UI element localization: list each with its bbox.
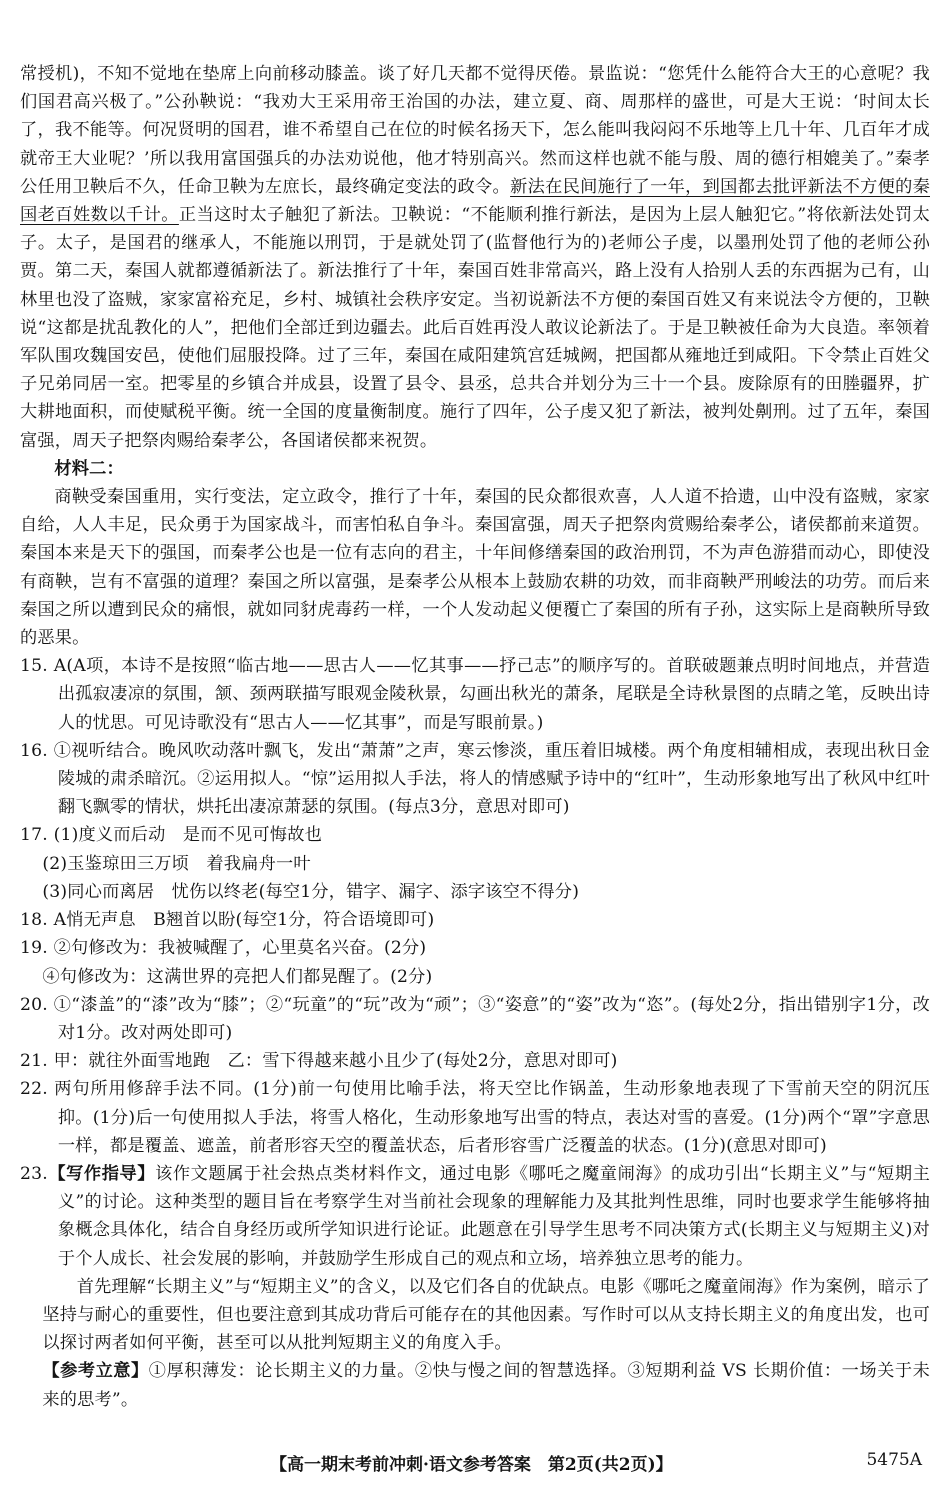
reference-theme-text: ①厚积薄发：论长期主义的力量。②快与慢之间的智慧选择。③短期利益 VS 长期价值：一场关于未来的思考”。 <box>42 1361 930 1410</box>
translation-paragraph <box>20 60 930 455</box>
answer-19-line-2: ④句修改为：这满世界的亮把人们都晃醒了。(2分) <box>42 966 433 987</box>
answer-17-line-1: 17. (1)度义而后动 是而不见可悔故也 <box>20 825 322 846</box>
answer-15: 15. A(A项，本诗不是按照“临古地——思古人——忆其事——抒己志”的顺序写的。首联破题兼点明时间地点，并营造出孤寂凄凉的氛围，颔、颈两联描写眼观金陵秋景，勾画出秋光的萧条，尾联是全诗秋景图的点睛之笔，反映出诗人的忧思。可见诗歌没有“思古人——忆其事”，而是写眼前景。) <box>20 656 930 733</box>
answer-20: 20. ①“漆盖”的“漆”改为“膝”；②“玩童”的“玩”改为“顽”；③“姿意”的“姿”改为“恣”。(每处2分，指出错别字1分，改对1分。改对两处即可) <box>20 994 930 1043</box>
translation-text-b: 正当这时太子触犯了新法。卫鞅说：“不能顺利推行新法，是因为上层人触犯它。”将依新法处罚太子。太子，是国君的继承人，不能施以刑罚，于是就处罚了(监督他行为的)老师公子虔，以墨刑处罚了他的老师公孙贾。第二天，秦国人就都遵循新法了。新法推行了十年，秦国百姓非常高兴，路上没有人拾别人丢的东西据为己有，山林里也没了盗贼，家家富裕充足，乡村、城镇社会秩序安定。当初说新法不方便的秦国百姓又有来说法令方便的，卫鞅说“这都是扰乱教化的人”，把他们全部迁到边疆去。此后百姓再没人敢议论新法了。于是卫鞅被任命为大良造。率领着军队围攻魏国安邑，使他们屈服投降。过了三年，秦国在咸阳建筑宫廷城阙，把国都从雍地迁到咸阳。下令禁止百姓父子兄弟同居一室。把零星的乡镇合并成县，设置了县令、县丞，总共合并划分为三十一个县。废除原有的田塍疆界，扩大耕地面积，而使赋税平衡。统一全国的度量衡制度。施行了四年，公子虔又犯了新法，被判处劓刑。过了五年，秦国富强，周天子把祭肉赐给秦孝公，各国诸侯都来祝贺。 <box>20 205 930 451</box>
underlined-sentence: 新法在民间施行了一年，到国都去批评新法不方便的秦国老百姓数以千计。 <box>20 176 930 226</box>
writing-guide-label: 【写作指导】 <box>47 1163 156 1184</box>
answer-23-paragraph-2: 首先理解“长期主义”与“短期主义”的含义，以及它们各自的优缺点。电影《哪吒之魔童闹海》作为案例，暗示了坚持与耐心的重要性，但也要注意到其成功背后可能存在的其他因素。写作时可以从支持长期主义的角度出发，也可以探讨两者如何平衡，甚至可以从批判短期主义的角度入手。 <box>42 1276 930 1354</box>
footer-title: 【高一期末考前冲刺·语文参考答案 第2页(共2页)】 <box>270 1455 673 1475</box>
writing-guide-text: 该作文题属于社会热点类材料作文，通过电影《哪吒之魔童闹海》的成功引出“长期主义”与“短期主义”的讨论。这种类型的题目旨在考察学生对当前社会现象的理解能力及其批判性思维，同时也要求学生能够将抽象概念具体化，结合自身经历或所学知识进行论证。此题意在引导学生思考不同决策方式(长期主义与短期主义)对于个人成长、社会发展的影响，并鼓励学生形成自己的观点和立场，培养独立思考的能力。 <box>57 1163 930 1269</box>
page-footer <box>0 1450 950 1478</box>
answer-18: 18. A悄无声息 B翘首以盼(每空1分，符合语境即可) <box>20 910 435 931</box>
material-2-text: 商鞅受秦国重用，实行变法，定立政令，推行了十年，秦国的民众都很欢喜，人人道不拾遗，山中没有盗贼，家家自给，人人丰足，民众勇于为国家战斗，而害怕私自争斗。秦国富强，周天子把祭肉赏赐给秦孝公，诸侯都前来道贺。秦国本来是天下的强国，而秦孝公也是一位有志向的君主，十年间修缮秦国的政治刑罚，不为声色游猎而动心，即使没有商鞅，岂有不富强的道理？秦国之所以富强，是秦孝公从根本上鼓励农耕的功效，而非商鞅严刑峻法的功劳。而后来秦国之所以遭到民众的痛恨，就如同豺虎毒药一样，一个人发动起义便覆亡了秦国的所有子孙，这实际上是商鞅所导致的恶果。 <box>20 487 930 649</box>
answer-19-line-1: 19. ②句修改为：我被喊醒了，心里莫名兴奋。(2分) <box>20 938 427 959</box>
footer-code: 5475A <box>866 1450 922 1470</box>
material-2-heading: 材料二： <box>54 458 124 479</box>
answer-17-line-2: (2)玉鉴琼田三万顷 着我扁舟一叶 <box>42 853 311 874</box>
answer-16: 16. ①视听结合。晚风吹动落叶飘飞，发出“萧萧”之声，寒云惨淡，重压着旧城楼。两个角度相辅相成，表现出秋日金陵城的肃杀暗沉。②运用拟人。“惊”运用拟人手法，将人的情感赋予诗中的“红叶”，生动形象地写出了秋风中红叶翻飞飘零的情状，烘托出凄凉萧瑟的氛围。(每点3分，意思对即可) <box>20 740 930 818</box>
answer-23 <box>20 1160 930 1273</box>
translation-text-a: 常授机)，不知不觉地在垫席上向前移动膝盖。谈了好几天都不觉得厌倦。景监说：“您凭什么能符合大王的心意呢？我们国君高兴极了。”公孙鞅说：“我劝大王采用帝王治国的办法，建立夏、商、周那样的盛世，可是大王说：‘时间太长了，我不能等。何况贤明的国君，谁不希望自己在位的时候名扬天下，怎么能叫我闷闷不乐地等上几十年、几百年才成就帝王大业呢？’所以我用富国强兵的办法劝说他，他才特别高兴。然而这样也就不能与殷、周的德行相媲美了。”秦孝公任用卫鞅后不久，任命卫鞅为左庶长，最终确定变法的政令。 <box>20 64 930 197</box>
answer-17-line-3: (3)同心而离居 忧伤以终老(每空1分，错字、漏字、添字该空不得分) <box>42 881 580 902</box>
answer-23-number: 23. <box>20 1163 48 1184</box>
reference-theme <box>20 1357 930 1413</box>
answer-22: 22. 两句所用修辞手法不同。(1分)前一句使用比喻手法，将天空比作锅盖，生动形象地表现了下雪前天空的阴沉压抑。(1分)后一句使用拟人手法，将雪人格化，生动形象地写出雪的特点，表达对雪的喜爱。(1分)两个“罩”字意思一样，都是覆盖、遮盖，前者形容天空的覆盖状态，后者形容雪广泛覆盖的状态。(1分)(意思对即可) <box>20 1079 930 1156</box>
reference-theme-label: 【参考立意】 <box>42 1361 149 1382</box>
answer-21: 21. 甲：就往外面雪地跑 乙：雪下得越来越小且少了(每处2分，意思对即可) <box>20 1051 618 1072</box>
